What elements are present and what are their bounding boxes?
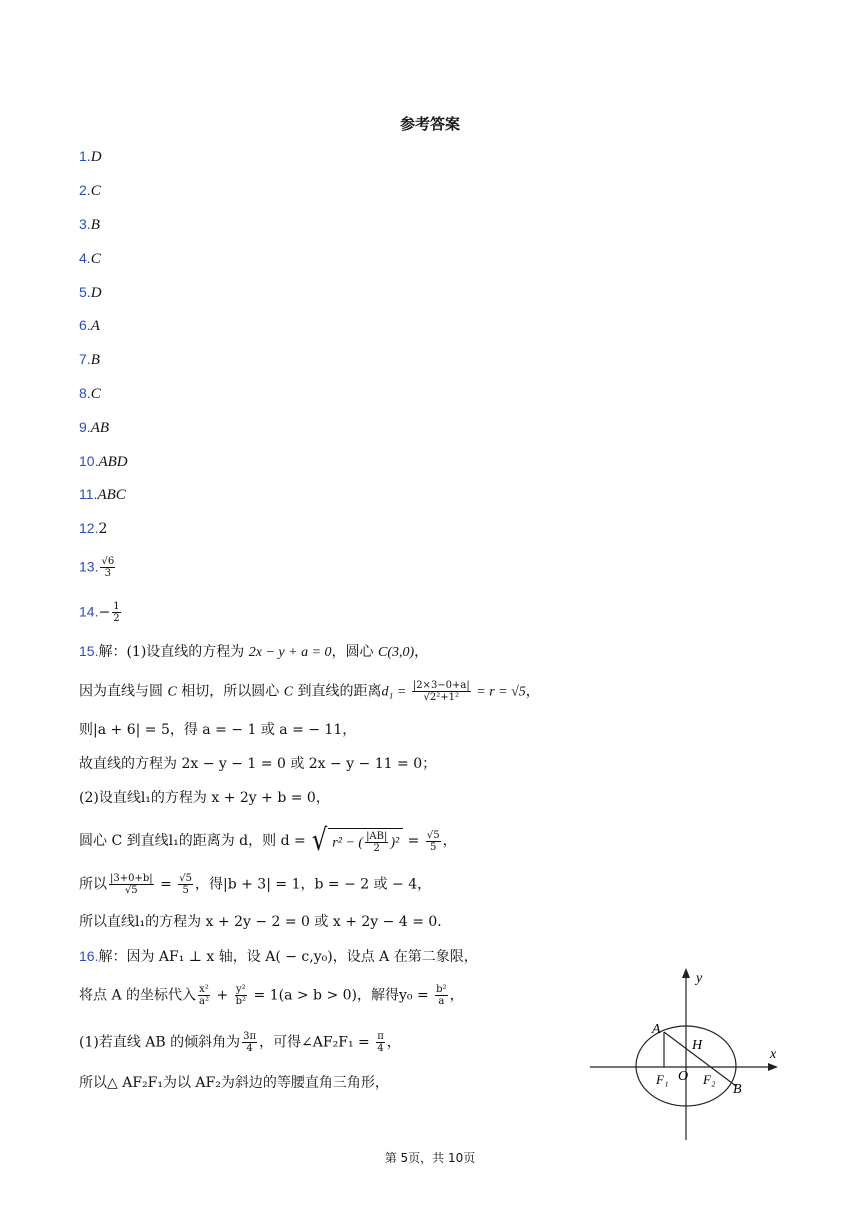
answer-text: B <box>90 217 100 233</box>
q15-line-5: (2)设直线l₁的方程为 x + 2y + b = 0， <box>79 790 330 806</box>
q16-line-3: (1)若直线 AB 的倾斜角为 $\frac{3\pi}{4}$ ，可得∠AF₂F₁ = $\frac{\pi}{4}$ ， <box>79 1031 401 1054</box>
q15-line-1: 15.解：(1)设直线的方程为 2x − y + a = 0，圆心 C(3,0)， <box>79 643 429 660</box>
answer-14: 14.− $\frac{1}{2}$ <box>79 601 120 624</box>
question-number: 2. <box>79 182 91 198</box>
question-number: 4. <box>79 250 91 266</box>
fraction: $\frac{1}{2}$ <box>113 601 120 624</box>
question-number: 10. <box>79 453 99 469</box>
q15-line-6: 圆心 C 到直线l₁的距离为 d，则 d = √ r² − ( $\frac{|AB|}{2}$ )² = $\frac{√5}{5}$ ， <box>79 823 457 858</box>
q16-line-1: 16.解：因为 AF₁ ⊥ x 轴，设 A( − c,y₀)，设点 A 在第二象限， <box>79 948 478 965</box>
y-axis-arrow <box>682 968 690 978</box>
question-number: 1. <box>79 148 91 164</box>
question-number: 13. <box>79 558 99 575</box>
q15-line-7: 所以 $\frac{|3+0+b|}{√5}$ = $\frac{√5}{5}$ ，得|b + 3| = 1，b = − 2 或 − 4， <box>79 873 432 896</box>
answer-text: C <box>90 386 101 402</box>
label-y: y <box>696 971 703 986</box>
q16-line-4: 所以△ AF₂F₁为以 AF₂为斜边的等腰直角三角形， <box>79 1075 389 1091</box>
answer-text: ABC <box>97 487 126 503</box>
q15-line-8: 所以直线l₁的方程为 x + 2y − 2 = 0 或 x + 2y − 4 = 0． <box>79 914 452 930</box>
answer-13 <box>79 556 117 579</box>
question-number: 16. <box>79 948 99 964</box>
question-number: 3. <box>79 216 91 232</box>
answer-row <box>79 349 100 370</box>
answer-text: ABD <box>98 454 128 470</box>
answer-row <box>79 383 101 404</box>
radicand: r² − ( $\frac{|AB|}{2}$ )² <box>328 828 403 854</box>
answer-row <box>79 315 100 336</box>
answer-row <box>79 146 102 167</box>
answer-text: B <box>90 352 100 368</box>
q15-line-2: 因为直线与圆 C 相切，所以圆心 C 到直线的距离d₁ = $\frac{|2\times 3-0+a|}{\text{√2²+1²}}$ = r = √5， <box>79 680 540 703</box>
question-number: 9. <box>79 419 91 435</box>
answer-text: C <box>90 183 101 199</box>
question-number: 15. <box>79 643 99 659</box>
answer-row <box>79 180 101 201</box>
page-footer: 第 5页，共 10页 <box>384 1151 476 1165</box>
answer-row <box>79 417 109 438</box>
ellipse-figure <box>586 968 786 1146</box>
answer-text: A <box>90 318 100 334</box>
answer-text: AB <box>90 420 110 436</box>
question-number: 14. <box>79 603 99 620</box>
label-o: O <box>678 1069 689 1084</box>
q15-line-4: 故直线的方程为 2x − y − 1 = 0 或 2x − y − 11 = 0； <box>79 756 437 772</box>
answer-text: C <box>90 251 101 267</box>
answer-text: 2 <box>98 521 108 537</box>
question-number: 11. <box>79 486 98 502</box>
label-f1: F₁ <box>656 1072 669 1087</box>
question-number: 5. <box>79 284 91 300</box>
distance-fraction: $\frac{|2\times 3-0+a|}{\text{√2²+1²}}$ <box>412 680 470 703</box>
ellipse-diagram <box>586 968 786 1146</box>
question-number: 8. <box>79 385 91 401</box>
label-b: B <box>733 1082 742 1097</box>
answer-text: D <box>90 149 102 165</box>
answer-text: D <box>90 285 102 301</box>
label-x: x <box>770 1047 777 1062</box>
x-axis-arrow <box>768 1063 778 1071</box>
answer-row <box>79 282 102 303</box>
question-number: 12. <box>79 520 99 536</box>
answer-row <box>79 484 126 505</box>
page-title: 参考答案 <box>399 115 460 133</box>
answer-row <box>79 214 100 235</box>
answer-row <box>79 451 128 472</box>
q16-line-2: 将点 A 的坐标代入 $\frac{\text{x²}}{\text{a²}}$ + $\frac{\text{y²}}{\text{b²}}$ = 1(a > b > 0)，解得y₀ = $\frac{\text{b²}}{a}$ ， <box>79 984 464 1007</box>
answer-row <box>79 518 107 539</box>
question-number: 7. <box>79 351 91 367</box>
label-f2: F₂ <box>703 1072 716 1087</box>
label-a: A <box>652 1022 661 1037</box>
label-h: H <box>692 1038 703 1053</box>
fraction: $\frac{√6}{3}$ <box>101 556 115 579</box>
q15-line-3: 则|a + 6| = 5，得 a = − 1 或 a = − 11， <box>79 722 357 738</box>
answer-row <box>79 248 101 269</box>
question-number: 6. <box>79 317 91 333</box>
root-sign: √ <box>312 823 328 858</box>
